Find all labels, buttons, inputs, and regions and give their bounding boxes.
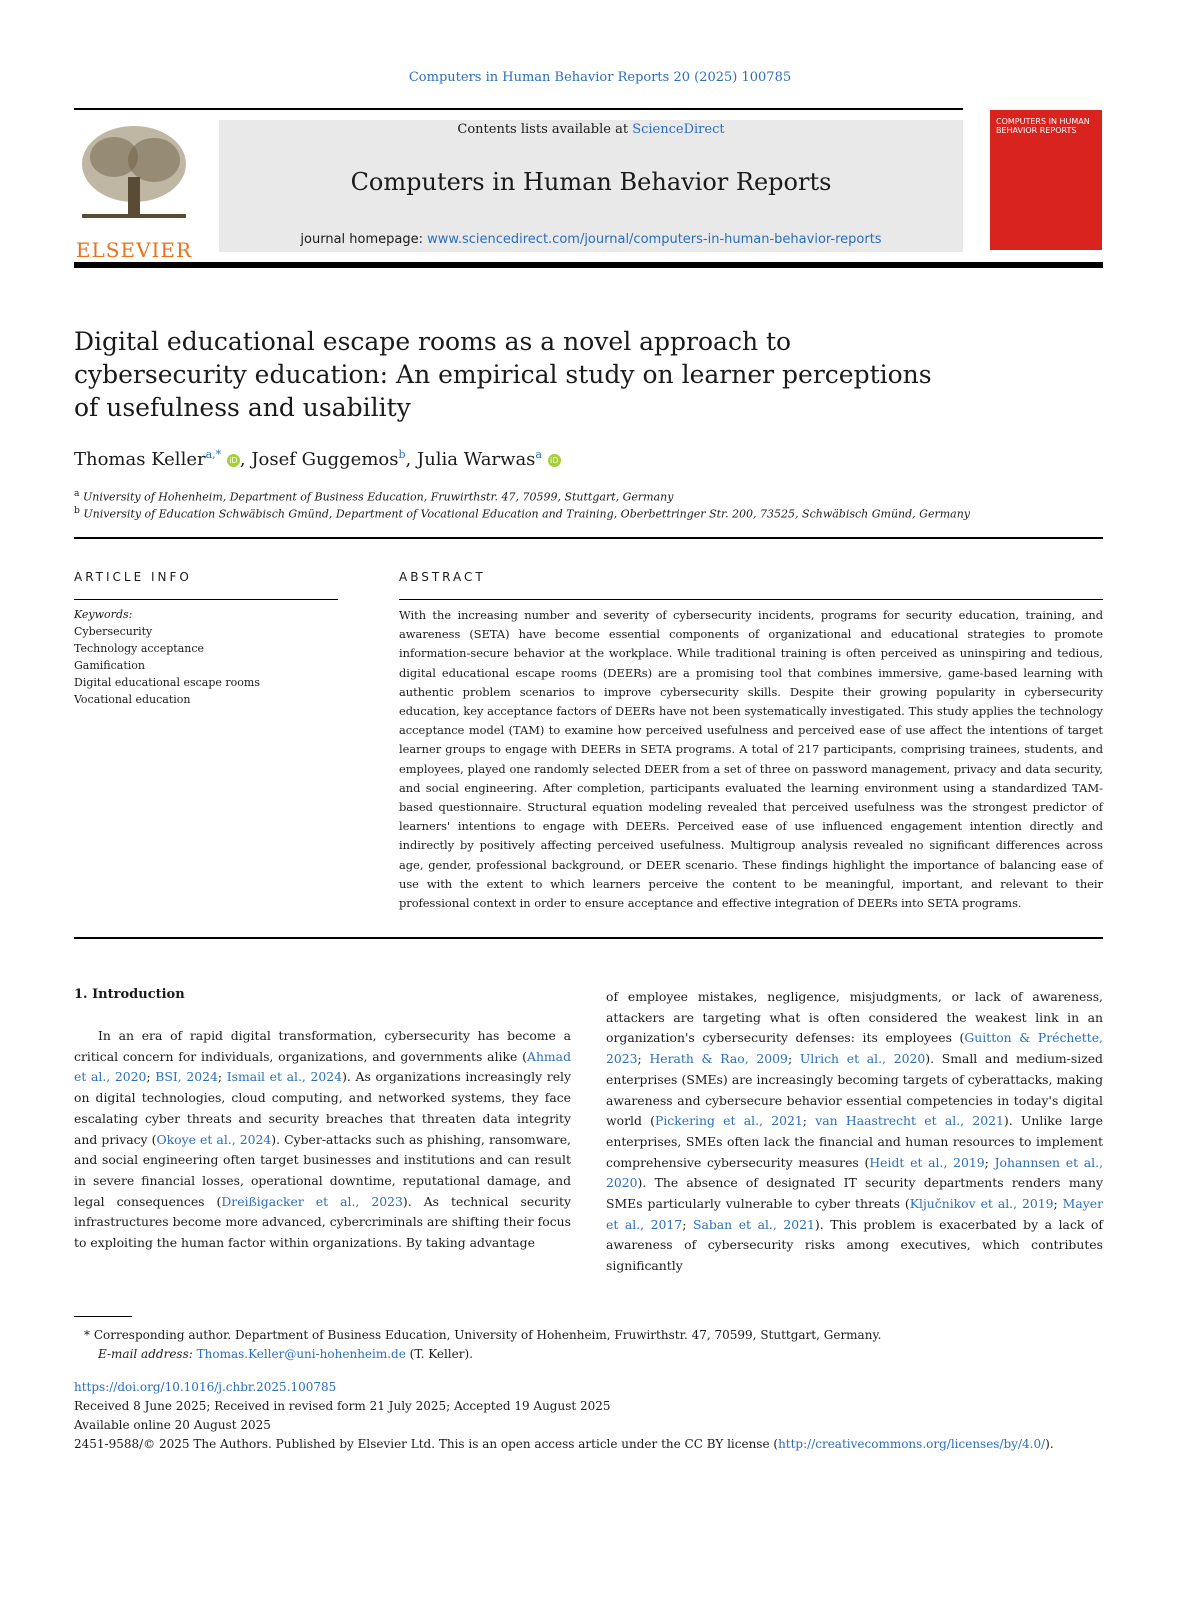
author-name[interactable]: Julia Warwas [416, 449, 536, 470]
homepage-link[interactable]: www.sciencedirect.com/journal/computers-in-human-behavior-reports [427, 232, 882, 247]
body-text: ; [217, 1069, 227, 1085]
citation-link[interactable]: Ključnikov et al., 2019 [909, 1196, 1054, 1212]
body-text: ; [802, 1113, 816, 1129]
body-text: of employee mistakes, negligence, misjudgments, or lack of awareness, attackers are targeting what is often considered the weakest link in an organization's cybersecurity defenses: its employees ( [606, 989, 1103, 1046]
body-text: ). Unlike large enterprises, SMEs often lack the financial and human resources to implement comprehensive cybersecurity measures ( [606, 1113, 1103, 1170]
body-text: ). Cyber-attacks such as phishing, ransomware, and social engineering often target businesses and institutions and can result in severe financial losses, operational downtime, reputational damage, and legal consequences ( [74, 1131, 571, 1209]
author-list: Thomas Keller$^{a,*}$ iD , Josef Guggemos$^b$, Julia Warwas$^a$ iD [74, 448, 561, 470]
body-text: In an era of rapid digital transformation, cybersecurity has become a critical concern for individuals, organizations, and governments alike ( [74, 1028, 571, 1064]
body-text: ; [787, 1051, 800, 1067]
body-text: ; [637, 1051, 650, 1067]
journal-title: Computers in Human Behavior Reports [350, 168, 832, 196]
email-suffix: (T. Keller). [409, 1347, 473, 1361]
affiliation [74, 505, 970, 521]
citation-link[interactable]: Okoye et al., 2024 [156, 1131, 272, 1147]
section-heading-introduction: 1. Introduction [74, 987, 185, 1002]
body-text: ). Small and medium-sized enterprises (SMEs) are increasingly becoming targets of cyberattacks, making awareness and cybersecure behavior essential competencies in today's digital world ( [606, 1051, 1103, 1129]
body-text: ; [682, 1216, 693, 1232]
keywords-label: Keywords: [74, 608, 133, 621]
footnote [84, 1326, 1124, 1364]
citation-link[interactable]: Heidt et al., 2019 [869, 1154, 985, 1170]
article-title: Digital educational escape rooms as a novel approach to cybersecurity education: An empirical study on learner perceptions of usefulness and usability [74, 327, 932, 422]
journal-reference[interactable]: Computers in Human Behavior Reports 20 (2025) 100785 [408, 70, 792, 85]
citation-link[interactable]: Saban et al., 2021 [692, 1216, 815, 1232]
body-text: ). As organizations increasingly rely on digital technologies, cloud computing, and networked systems, they face escalating cyber threats and security breaches that threaten data integrity and privacy ( [74, 1069, 572, 1147]
citation-link[interactable]: Pickering et al., 2021 [655, 1113, 803, 1129]
affiliation-mark: a [74, 488, 80, 499]
body-text: ; [984, 1154, 995, 1170]
intro-column-right [606, 987, 1103, 1277]
citation-link[interactable]: Ahmad et al., 2020 [74, 1048, 571, 1085]
intro-column-left [74, 1026, 571, 1254]
received-dates: Received 8 June 2025; Received in revised form 21 July 2025; Accepted 19 August 2025 [74, 1399, 611, 1413]
publication-info [74, 1378, 1114, 1454]
article-info-heading: ARTICLE INFO [74, 570, 192, 584]
email-link[interactable]: Thomas.Keller@uni-hohenheim.de [196, 1347, 406, 1361]
author-name[interactable]: Thomas Keller [74, 449, 206, 470]
intro-paragraph [606, 987, 1103, 1277]
body-text: ). As technical security infrastructures become more advanced, cybercriminals are shifting their focus to exploiting the human factor within organizations. By taking advantage [74, 1193, 571, 1251]
footnote-corresponding: Corresponding author. Department of Business Education, University of Hohenheim, Fruwirthstr. 47, 70599, Stuttgart, Germany. [93, 1328, 882, 1342]
affiliation-mark: b [74, 505, 80, 516]
available-online: Available online 20 August 2025 [74, 1418, 271, 1432]
citation-link[interactable]: Dreißigacker et al., 2023 [221, 1193, 403, 1209]
footnote-rule [74, 1316, 132, 1317]
citation-link[interactable]: Guitton & Préchette, 2023 [606, 1030, 1103, 1067]
header-top-rule [74, 108, 963, 110]
keyword-item: Technology acceptance [74, 642, 205, 655]
author-affil-mark[interactable]: a [535, 448, 542, 461]
keywords-block [74, 606, 260, 708]
doi-link[interactable]: https://doi.org/10.1016/j.chbr.2025.100785 [74, 1380, 337, 1394]
citation-link[interactable]: Ismail et al., 2024 [226, 1069, 343, 1085]
body-text: ; [1053, 1196, 1063, 1212]
orcid-icon[interactable]: iD [227, 454, 240, 467]
intro-paragraph [74, 1026, 571, 1254]
body-text: ; [146, 1069, 156, 1085]
author-affil-mark[interactable]: a,* [205, 448, 222, 461]
elsevier-logo [74, 122, 194, 262]
citation-link[interactable]: Johannsen et al., 2020 [606, 1154, 1104, 1191]
citation-link[interactable]: Herath & Rao, 2009 [649, 1051, 788, 1067]
footnote-marker: * [84, 1328, 90, 1342]
license-link[interactable]: http://creativecommons.org/licenses/by/4.0/ [778, 1437, 1046, 1451]
license-prefix: 2451-9588/© 2025 The Authors. Published by Elsevier Ltd. This is an open access article under the CC BY license ( [74, 1437, 779, 1451]
homepage-prefix: journal homepage: [300, 232, 423, 247]
abstract-text: With the increasing number and severity of cybersecurity incidents, programs for security education, training, and awareness (SETA) have become essential components of organizational and educational strategies to promote information-secure behavior at the workplace. While traditional training is often perceived as uninspiring and tedious, digital educational escape rooms (DEERs) are a promising tool that combines immersive, game-based learning with authentic problem scenarios to improve cybersecurity skills. Despite their growing popularity in cybersecurity education, key acceptance factors of DEERs have not been systematically investigated. This study applies the technology acceptance model (TAM) to examine how perceived usefulness and perceived ease of use affect the intentions of target learner groups to engage with DEERs in SETA programs. A total of 217 participants, comprising trainees, students, and employees, played one randomly selected DEER from a set of three on password management, privacy and data security, and social engineering. After completion, participants evaluated the learning environment using a standardized TAM-based questionnaire. Structural equation modeling revealed that perceived usefulness was the strongest predictor of learners' intentions to engage with DEERs. Perceived ease of use influenced engagement intention directly and indirectly by positively affecting perceived usefulness. Multigroup analysis revealed no significant differences across age, gender, professional background, or DEER scenario. These findings highlight the importance of balancing ease of use with the extent to which learners perceive the content to be meaningful, important, and relevant to their professional context in order to ensure acceptance and effective integration of DEERs into SETA programs. [399, 608, 1103, 911]
journal-homepage [219, 232, 963, 247]
elsevier-wordmark: ELSEVIER [75, 238, 193, 262]
header-bottom-rule [74, 262, 1103, 268]
citation-link[interactable]: Mayer et al., 2017 [606, 1196, 1104, 1232]
body-text: ). This problem is exacerbated by a lack of awareness of cybersecurity risks among executives, which contributes significantly [606, 1216, 1103, 1274]
license-suffix: ). [1045, 1437, 1054, 1451]
email-label: E-mail address: [98, 1347, 193, 1361]
keyword-item: Digital educational escape rooms [74, 676, 260, 689]
affiliation-text: University of Education Schwäbisch Gmünd, Department of Vocational Education and Training, Oberbettringer Str. 200, 73525, Schwäbisch Gmünd, Germany [83, 507, 971, 521]
body-text: ). The absence of designated IT security departments renders many SMEs particularly vulnerable to cyber threats ( [606, 1175, 1103, 1212]
author-name[interactable]: Josef Guggemos [251, 449, 399, 470]
author-affil-mark[interactable]: b [398, 448, 406, 461]
abstract-bottom-rule [74, 937, 1103, 939]
keyword-item: Cybersecurity [74, 625, 153, 638]
abstract-rule [399, 599, 1103, 600]
abstract-heading: ABSTRACT [399, 570, 486, 584]
keyword-item: Gamification [74, 659, 145, 672]
orcid-icon[interactable]: iD [548, 454, 561, 467]
cover-title: COMPUTERS IN HUMAN BEHAVIOR REPORTS [996, 117, 1090, 135]
affiliation [74, 488, 673, 504]
journal-cover-thumbnail [990, 110, 1102, 250]
citation-link[interactable]: Ulrich et al., 2020 [799, 1051, 926, 1067]
article-info-rule [74, 599, 338, 600]
contents-line [219, 122, 963, 137]
sciencedirect-link[interactable]: ScienceDirect [632, 122, 725, 137]
keyword-item: Vocational education [74, 693, 191, 706]
tree-logo-icon [74, 122, 194, 232]
affiliation-rule [74, 537, 1103, 539]
citation-link[interactable]: BSI, 2024 [155, 1069, 218, 1085]
affiliation-text: University of Hohenheim, Department of Business Education, Fruwirthstr. 47, 70599, Stuttgart, Germany [82, 490, 674, 504]
contents-prefix: Contents lists available at [457, 122, 629, 137]
citation-link[interactable]: van Haastrecht et al., 2021 [815, 1113, 1004, 1129]
